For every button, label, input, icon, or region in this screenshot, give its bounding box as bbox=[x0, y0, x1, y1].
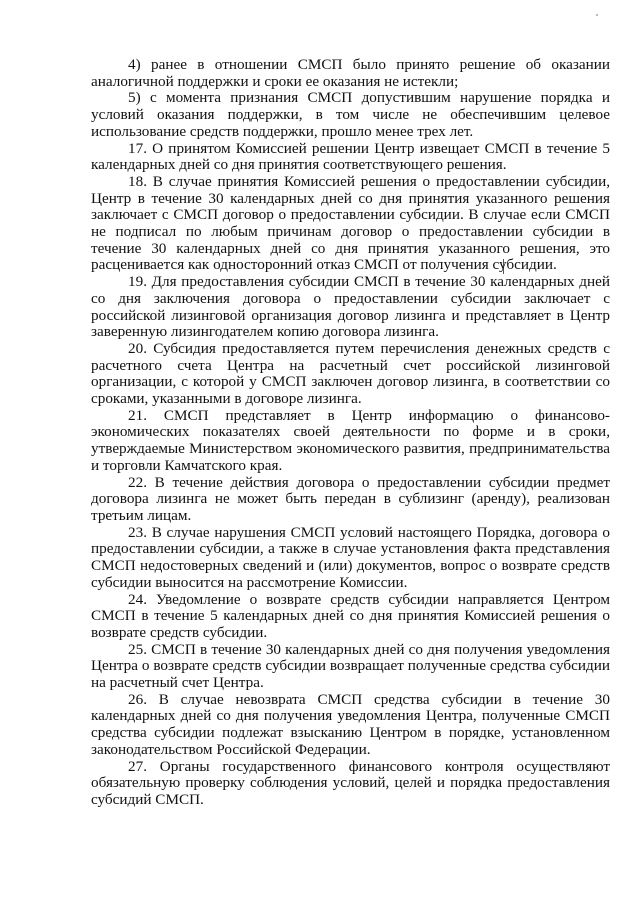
paragraph-26: 26. В случае невозврата СМСП средства субсидии в течение 30 календарных дней со дня получения уведомления Центра, полученные СМСП средства субсидии подлежат взысканию Центром в порядке, установленном законодательством Российской Федерации. bbox=[91, 690, 610, 758]
paragraph-item-4: 4) ранее в отношении СМСП было принято решение об оказании аналогичной поддержки и сроки ее оказания не истекли; bbox=[91, 56, 610, 90]
paragraph-22: 22. В течение действия договора о предоставлении субсидии предмет договора лизинга не может быть передан в сублизинг (аренду), реализован третьим лицам. bbox=[91, 473, 610, 524]
scan-speck bbox=[596, 14, 598, 16]
paragraph-20: 20. Субсидия предоставляется путем перечисления денежных средств с расчетного счета Центра на расчетный счет российской лизинговой организации, с которой у СМСП заключен договор лизинга, в соответствии со сроками, указанными в договоре лизинга. bbox=[91, 339, 610, 408]
paragraph-24: 24. Уведомление о возврате средств субсидии направляется Центром СМСП в течение 5 календарных дней со дня принятия Комиссией решения о возврате средств субсидии. bbox=[91, 590, 610, 641]
document-body bbox=[91, 57, 610, 809]
paragraph-27: 27. Органы государственного финансового контроля осуществляют обязательную проверку соблюдения условий, целей и порядка предоставления субсидий СМСП. bbox=[91, 757, 610, 808]
paragraph-19: 19. Для предоставления субсидии СМСП в течение 30 календарных дней со дня заключения договора о предоставлении субсидии заключает с российской лизинговой организация договор лизинга и представляет в Центр заверенную лизингодателем копию договора лизинга. bbox=[91, 273, 610, 341]
paragraph-17: 17. О принятом Комиссией решении Центр извещает СМСП в течение 5 календарных дней со дня принятия соответствующего решения. bbox=[91, 139, 610, 174]
paragraph-18: 18. В случае принятия Комиссией решения о предоставлении субсидии, Центр в течение 30 календарных дней со дня принятия указанного решения заключает с СМСП договор о предоставлении субсидии. В случае если СМСП не подписал по любым причинам договор о предоставлении субсидии в течение 30 календарных дней со дня принятия указанного решения, это расценивается как односторонний отказ СМСП от получения субсидии. bbox=[91, 172, 610, 274]
paragraph-23: 23. В случае нарушения СМСП условий настоящего Порядка, договора о предоставлении субсидии, а также в случае установления факта представления СМСП недостоверных сведений и (или) документов, вопрос о возврате средств субсидии выносится на рассмотрение Комиссии. bbox=[91, 523, 610, 591]
paragraph-25: 25. СМСП в течение 30 календарных дней со дня получения уведомления Центра о возврате средств субсидии возвращает полученные средства субсидии на расчетный счет Центра. bbox=[91, 640, 610, 692]
paragraph-21: 21. СМСП представляет в Центр информацию о финансово-экономических показателях своей деятельности по форме и в сроки, утверждаемые Министерством экономического развития, предпринимательства и торговли Камчатского края. bbox=[91, 406, 610, 474]
paragraph-item-5: 5) с момента признания СМСП допустившим нарушение порядка и условий оказания поддержки, в том числе не обеспечившим целевое использование средств поддержки, прошло менее трех лет. bbox=[91, 89, 610, 140]
